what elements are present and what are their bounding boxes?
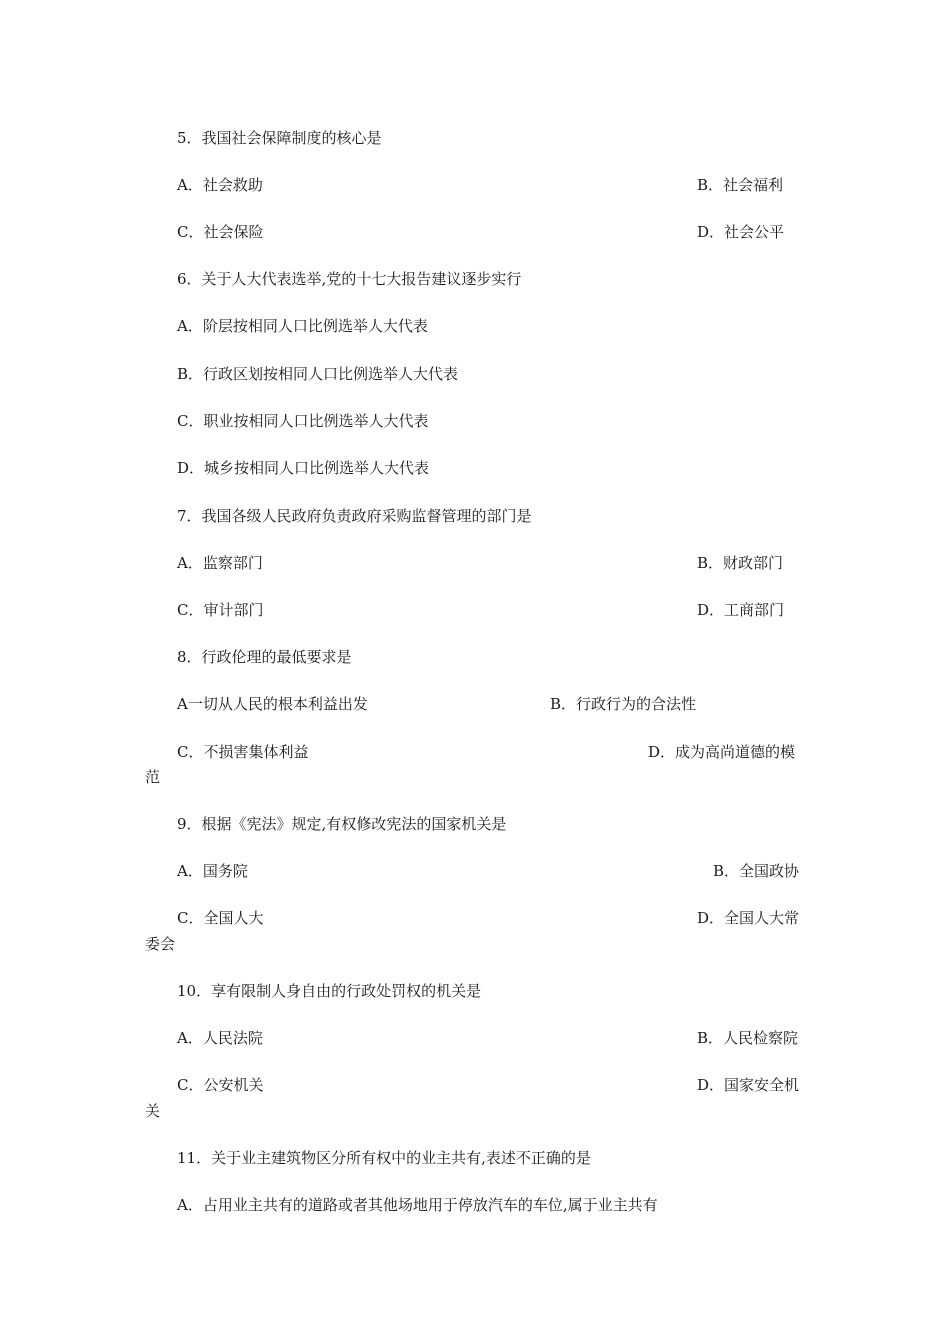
question-8-option-b: B．行政行为的合法性	[550, 695, 697, 713]
question-8-option-a: A一切从人民的根本利益出发	[177, 695, 368, 713]
question-5-option-d: D．社会公平	[697, 223, 785, 241]
question-5-option-b: B．社会福利	[697, 176, 784, 194]
question-8-option-d: D．成为高尚道德的模	[648, 743, 796, 761]
question-6-option-d: D．城乡按相同人口比例选举人大代表	[177, 459, 430, 477]
question-5-stem: 5．我国社会保障制度的核心是	[177, 129, 382, 147]
question-5-option-a: A．社会救助	[177, 176, 263, 194]
question-6-option-a: A．阶层按相同人口比例选举人大代表	[177, 317, 428, 335]
question-6-option-c: C．职业按相同人口比例选举人大代表	[177, 412, 429, 430]
question-7-stem: 7．我国各级人民政府负责政府采购监督管理的部门是	[177, 507, 532, 525]
question-8-stem: 8．行政伦理的最低要求是	[177, 648, 352, 666]
question-10-stem: 10．享有限制人身自由的行政处罚权的机关是	[177, 982, 482, 1000]
question-6-stem: 6．关于人大代表选举,党的十七大报告建议逐步实行	[177, 270, 522, 288]
question-9-option-d: D．全国人大常	[697, 909, 800, 927]
question-11-option-a: A．占用业主共有的道路或者其他场地用于停放汽车的车位,属于业主共有	[177, 1196, 658, 1214]
question-7-option-b: B．财政部门	[697, 554, 784, 572]
question-10-option-d-wrap: 关	[145, 1102, 161, 1120]
question-9-option-b: B．全国政协	[713, 862, 800, 880]
question-7-option-a: A．监察部门	[177, 554, 263, 572]
question-7-option-d: D．工商部门	[697, 601, 785, 619]
question-10-option-c: C．公安机关	[177, 1076, 264, 1094]
question-10-option-a: A．人民法院	[177, 1029, 263, 1047]
question-9-option-a: A．国务院	[177, 862, 248, 880]
question-9-option-c: C．全国人大	[177, 909, 264, 927]
question-9-stem: 9．根据《宪法》规定,有权修改宪法的国家机关是	[177, 815, 507, 833]
question-5-option-c: C．社会保险	[177, 223, 264, 241]
question-10-option-b: B．人民检察院	[697, 1029, 799, 1047]
question-10-option-d: D．国家安全机	[697, 1076, 800, 1094]
question-9-option-d-wrap: 委会	[145, 935, 176, 953]
question-7-option-c: C．审计部门	[177, 601, 264, 619]
question-8-option-c: C．不损害集体利益	[177, 743, 309, 761]
question-6-option-b: B．行政区划按相同人口比例选举人大代表	[177, 365, 459, 383]
question-11-stem: 11．关于业主建筑物区分所有权中的业主共有,表述不正确的是	[177, 1149, 591, 1167]
question-8-option-d-wrap: 范	[145, 768, 161, 786]
